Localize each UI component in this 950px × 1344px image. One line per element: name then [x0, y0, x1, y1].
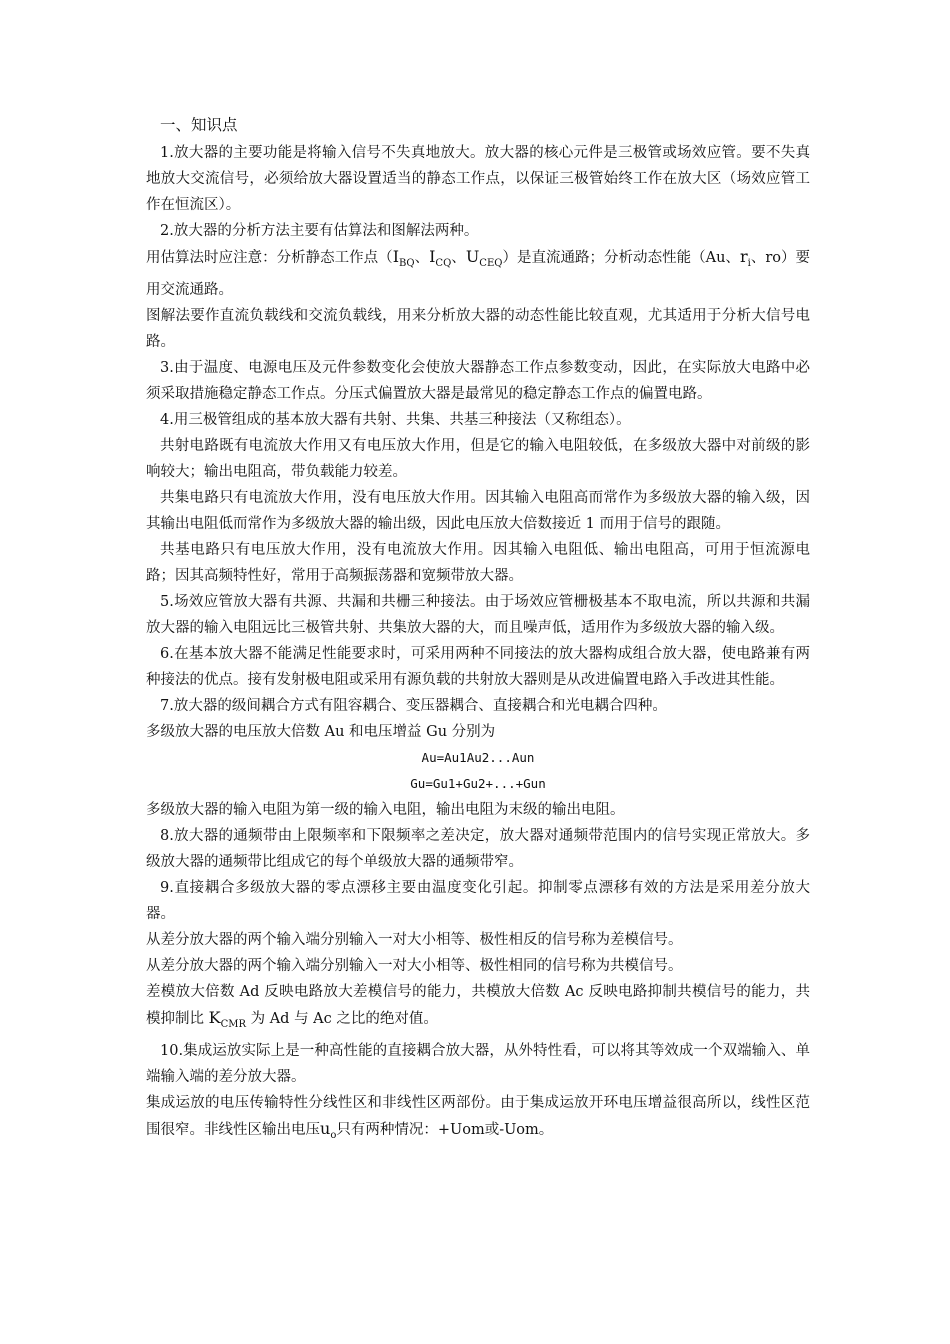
symbol-I: I [429, 247, 436, 266]
paragraph-10: 10.集成运放实际上是一种高性能的直接耦合放大器，从外特性看，可以将其等效成一个双端输入、单端输入端的差分放大器。 [146, 1042, 810, 1085]
paragraph-multistage-gain: 多级放大器的电压放大倍数 Au 和电压增益 Gu 分别为 [146, 723, 496, 740]
paragraph-4: 4.用三极管组成的基本放大器有共射、共集、共基三种接法（又称组态）。 [160, 411, 631, 428]
subscript: CEQ [479, 257, 503, 269]
paragraph-graphic-method: 图解法要作直流负载线和交流负载线，用来分析放大器的动态性能比较直观，尤其适用于分析大信号电路。 [146, 307, 810, 350]
symbol-u: u [320, 1118, 331, 1138]
paragraph-7: 7.放大器的级间耦合方式有阻容耦合、变压器耦合、直接耦合和光电耦合四种。 [160, 697, 667, 714]
paragraph-transfer-characteristic [146, 1090, 810, 1149]
paragraph-3: 3.由于温度、电源电压及元件参数变化会使放大器静态工作点参数变动，因此，在实际放大电路中必须采取措施稳定静态工作点。分压式偏置放大器是最常见的稳定静态工作点的偏置电路。 [146, 359, 810, 402]
text-run: 、ro）要用交流通路。 [146, 250, 811, 298]
text-run: 集成运放的电压传输特性分线性区和非线性区两部份。由于集成运放开环电压增益很高所以，线性区范围很窄。非线性区输出电压 [146, 1094, 810, 1138]
paragraph-multistage-resistance: 多级放大器的输入电阻为第一级的输入电阻，输出电阻为末级的输出电阻。 [146, 801, 625, 818]
subscript: i [747, 257, 751, 269]
paragraph-common-base: 共基电路只有电压放大作用，没有电流放大作用。因其输入电阻低、输出电阻高，可用于恒流源电路；因其高频特性好，常用于高频振荡器和宽频带放大器。 [146, 541, 810, 584]
subscript: CQ [435, 257, 452, 269]
symbol-K: K [208, 1007, 221, 1027]
paragraph-1: 1.放大器的主要功能是将输入信号不失真地放大。放大器的核心元件是三极管或场效应管。要不失真地放大交流信号，必须给放大器设置适当的静态工作点，以保证三极管始终工作在放大区（场效应管工作在恒流区）。 [146, 145, 810, 213]
paragraph-9: 9.直接耦合多级放大器的零点漂移主要由温度变化引起。抑制零点漂移有效的方法是采用差分放大器。 [146, 879, 810, 922]
symbol-U: U [465, 247, 480, 266]
symbol-I: I [392, 247, 400, 266]
text-run: 为 Ad 与 Ac 之比的绝对值。 [245, 1010, 438, 1027]
symbol-r: r [739, 247, 748, 266]
paragraph-2: 2.放大器的分析方法主要有估算法和图解法两种。 [160, 223, 479, 239]
text-run: ）是直流通路；分析动态性能（Au、 [502, 250, 740, 266]
paragraph-estimation-method [146, 244, 810, 303]
text-run: 用估算法时应注意：分析静态工作点（ [146, 250, 393, 266]
paragraph-common-mode: 从差分放大器的两个输入端分别输入一对大小相等、极性相同的信号称为共模信号。 [146, 957, 683, 974]
paragraph-common-emitter: 共射电路既有电流放大作用又有电压放大作用，但是它的输入电阻较低，在多级放大器中对前级的影响较大；输出电阻高，带负载能力较差。 [146, 437, 810, 480]
text-run: 只有两种情况：+Uom或-Uom。 [336, 1121, 554, 1138]
subscript: BQ [399, 257, 415, 269]
text-run: 差模放大倍数 Ad 反映电路放大差模信号的能力，共模放大倍数 Ac 反映电路抑制共模信号的能力，共模抑制比 [146, 983, 810, 1027]
subscript: o [330, 1129, 337, 1141]
paragraph-5: 5.场效应管放大器有共源、共漏和共栅三种接法。由于场效应管栅极基本不取电流，所以共源和共漏放大器的输入电阻远比三极管共射、共集放大器的大，而且噪声低，适用作为多级放大器的输入级。 [146, 593, 810, 636]
text-run: 、 [451, 250, 466, 266]
subscript: CMR [220, 1018, 246, 1030]
document-page [146, 112, 810, 1149]
paragraph-differential-mode: 从差分放大器的两个输入端分别输入一对大小相等、极性相反的信号称为差模信号。 [146, 931, 683, 948]
formula-au: Au=Au1Au2...Aun [421, 749, 535, 765]
paragraph-common-collector: 共集电路只有电流放大作用，没有电压放大作用。因其输入电阻高而常作为多级放大器的输入级，因其输出电阻低而常作为多级放大器的输出级，因此电压放大倍数接近 1 而用于信号的跟随。 [146, 489, 810, 532]
section-heading: 一、知识点 [160, 116, 238, 134]
text-run: 、 [414, 250, 430, 266]
paragraph-6: 6.在基本放大器不能满足性能要求时，可采用两种不同接法的放大器构成组合放大器，使电路兼有两种接法的优点。接有发射极电阻或采用有源负载的共射放大器则是从改进偏置电路入手改进其性能。 [146, 645, 810, 688]
paragraph-8: 8.放大器的通频带由上限频率和下限频率之差决定，放大器对通频带范围内的信号实现正常放大。多级放大器的通频带比组成它的每个单级放大器的通频带窄。 [146, 827, 810, 870]
formula-gu: Gu=Gu1+Gu2+...+Gun [410, 775, 546, 791]
paragraph-cmrr [146, 979, 810, 1038]
